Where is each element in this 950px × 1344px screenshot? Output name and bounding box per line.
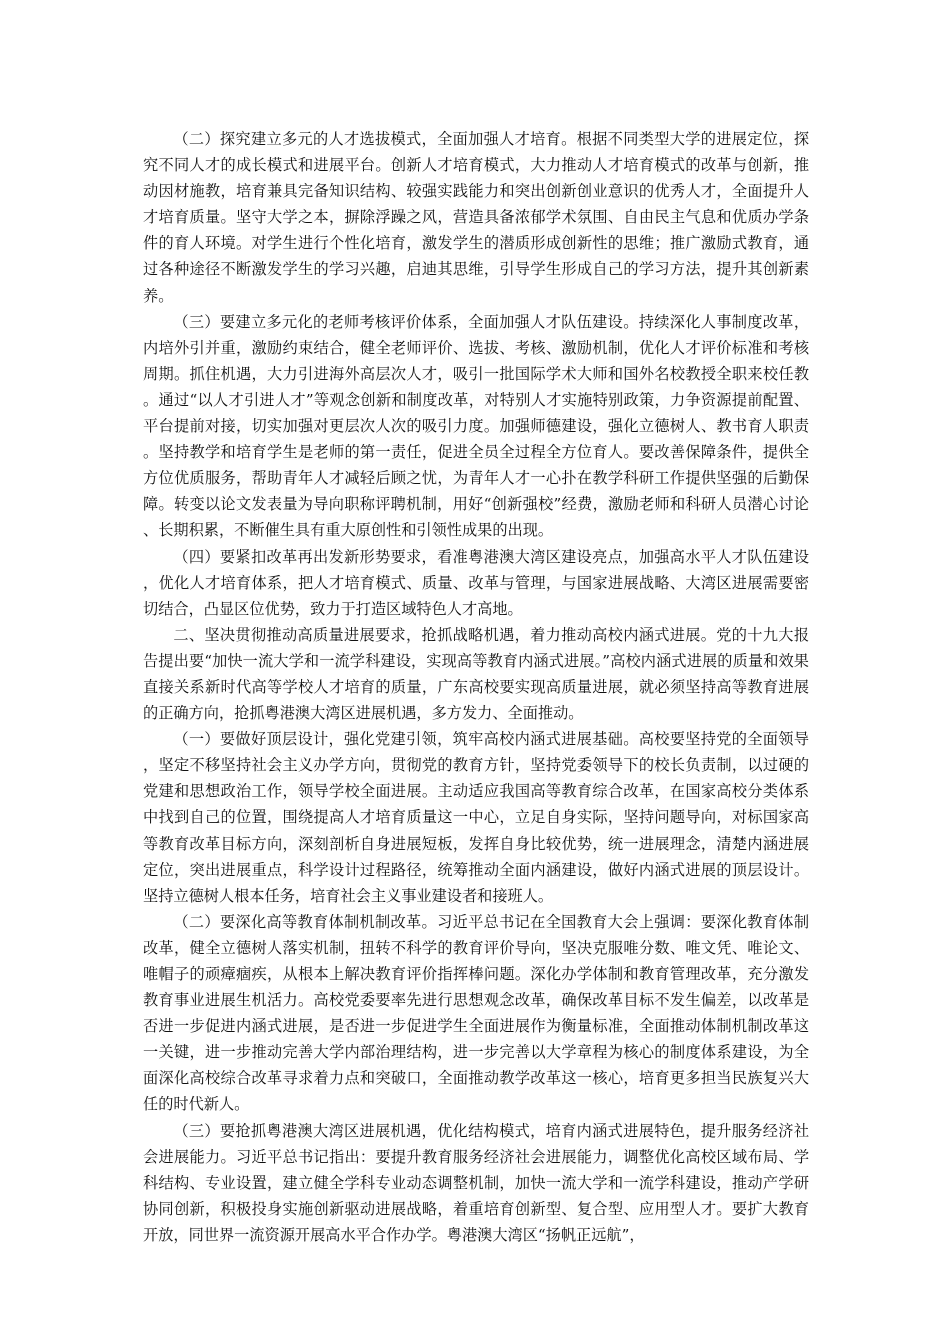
paragraph-reform-requirements: （四）要紧扣改革再出发新形势要求，看准粤港澳大湾区建设亮点，加强高水平人才队伍建设，优化人才培育体系，把人才培育模式、质量、改革与管理，与国家进展战略、大湾区进展需要密切结合，凸显区位优势，致力于打造区域特色人才高地。 <box>143 547 809 618</box>
paragraph-teacher-evaluation: （三）要建立多元化的老师考核评价体系，全面加强人才队伍建设。持续深化人事制度改革，内培外引并重，激励约束结合，健全老师评价、选拔、考核、激励机制，优化人才评价标准和考核周期。抓住机遇，大力引进海外高层次人才，吸引一批国际学术大师和国外名校教授全职来校任教。通过“以人才引进人才”等观念创新和制度改革，对特别人才实施特别政策，力争资源提前配置、平台提前对接，切实加强对更层次人次的吸引力度。加强师德建设，强化立德树人、教书育人职责。坚持教学和培育学生是老师的第一责任，促进全员全过程全方位育人。要改善保障条件，提供全方位优质服务，帮助青年人才减轻后顾之忧，为青年人才一心扑在教学科研工作提供坚强的后勤保障。转变以论文发表量为导向职称评聘机制，用好“创新强校”经费，激励老师和科研人员潜心讨论、长期积累，不断催生具有重大原创性和引领性成果的出现。 <box>143 312 809 540</box>
paragraph-talent-selection: （二）探究建立多元的人才选拔模式，全面加强人才培育。根据不同类型大学的进展定位，探究不同人才的成长模式和进展平台。创新人才培育模式，大力推动人才培育模式的改革与创新，推动因材施教，培育兼具完备知识结构、较强实践能力和突出创新创业意识的优秀人才，全面提升人才培育质量。坚守大学之本，摒除浮躁之风，营造具备浓郁学术氛围、自由民主气息和优质办学条件的育人环境。对学生进行个性化培育，激发学生的潜质形成创新性的思维；推广激励式教育，通过各种途径不断激发学生的学习兴趣，启迪其思维，引导学生形成自己的学习方法，提升其创新素养。 <box>143 130 809 305</box>
paragraph-institutional-reform: （二）要深化高等教育体制机制改革。习近平总书记在全国教育大会上强调：要深化教育体制改革，健全立德树人落实机制，扭转不科学的教育评价导向，坚决克服唯分数、唯文凭、唯论文、唯帽子的顽瘴痼疾，从根本上解决教育评价指挥棒问题。深化办学体制和教育管理改革，充分激发教育事业进展生机活力。高校党委要率先进行思想观念改革，确保改革目标不发生偏差，以改革是否进一步促进内涵式进展，是否进一步促进学生全面进展作为衡量标准，全面推动体制机制改革这一关键，进一步推动完善大学内部治理结构，进一步完善以大学章程为核心的制度体系建设，为全面深化高校综合改革寻求着力点和突破口，全面推动教学改革这一核心，培育更多担当民族复兴大任的时代新人。 <box>143 912 809 1114</box>
document-body <box>143 126 809 1248</box>
paragraph-high-quality-development: 二、坚决贯彻推动高质量进展要求，抢抓战略机遇，着力推动高校内涵式进展。党的十九大报告提出要“加快一流大学和一流学科建设，实现高等教育内涵式进展。”高校内涵式进展的质量和效果直接关系新时代高等学校人才培育的质量，广东高校要实现高质量进展，就必须坚持高等教育进展的正确方向，抢抓粤港澳大湾区进展机遇，多方发力、全面推动。 <box>143 625 809 723</box>
paragraph-greater-bay-area: （三）要抢抓粤港澳大湾区进展机遇，优化结构模式，培育内涵式进展特色，提升服务经济社会进展能力。习近平总书记指出：要提升教育服务经济社会进展能力，调整优化高校区域布局、学科结构、专业设置，建立健全学科专业动态调整机制，加快一流大学和一流学科建设，推动产学研协同创新，积极投身实施创新驱动进展战略，着重培育创新型、复合型、应用型人才。要扩大教育开放，同世界一流资源开展高水平合作办学。粤港澳大湾区“扬帆正远航”， <box>143 1121 809 1244</box>
paragraph-top-level-design: （一）要做好顶层设计，强化党建引领，筑牢高校内涵式进展基础。高校要坚持党的全面领导，坚定不移坚持社会主义办学方向，贯彻党的教育方针，坚持党委领导下的校长负责制，以过硬的党建和思想政治工作，领导学校全面进展。主动适应我国高等教育综合改革，在国家高校分类体系中找到自己的位置，围绕提高人才培育质量这一中心，立足自身实际，坚持问题导向，对标国家高等教育改革目标方向，深刻剖析自身进展短板，发挥自身比较优势，统一进展理念，清楚内涵进展定位，突出进展重点，科学设计过程路径，统筹推动全面内涵建设，做好内涵式进展的顶层设计。坚持立德树人根本任务，培育社会主义事业建设者和接班人。 <box>143 730 809 905</box>
